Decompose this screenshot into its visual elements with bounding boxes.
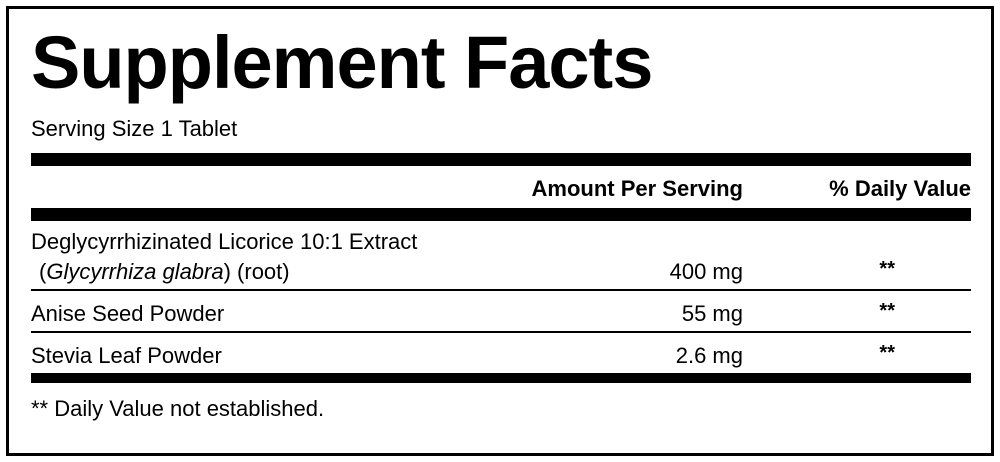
header-percent-daily-value: % Daily Value <box>829 176 971 201</box>
ingredient-name-line1: Anise Seed Powder <box>31 301 225 326</box>
header-amount-per-serving: Amount Per Serving <box>531 176 743 201</box>
ingredient-latin-name: Glycyrrhiza glabra <box>46 259 224 284</box>
paren-close-part: ) (root) <box>223 259 290 284</box>
divider-thick-under-headers <box>31 208 971 221</box>
ingredient-name-line1: Deglycyrrhizinated Licorice 10:1 Extract <box>31 229 418 254</box>
ingredient-amount: 2.6 mg <box>675 343 743 368</box>
divider-thick-bottom <box>31 373 971 383</box>
divider-thick-top <box>31 153 971 166</box>
ingredient-name <box>31 295 481 329</box>
ingredient-amount: 55 mg <box>681 301 743 326</box>
table-row <box>31 333 971 373</box>
ingredient-name-line1: Stevia Leaf Powder <box>31 343 222 368</box>
table-row <box>31 221 971 289</box>
ingredient-daily-value: ** <box>879 342 895 364</box>
ingredient-amount: 400 mg <box>669 259 743 284</box>
ingredient-name-line2 <box>31 257 481 287</box>
ingredient-daily-value: ** <box>879 258 895 280</box>
serving-size-text: Serving Size 1 Tablet <box>31 116 238 141</box>
footnote-text: ** Daily Value not established. <box>31 396 325 421</box>
column-headers-row <box>31 166 971 202</box>
paren-open: ( <box>39 259 47 284</box>
ingredient-daily-value: ** <box>879 300 895 322</box>
label-content <box>31 19 971 423</box>
supplement-facts-panel <box>6 6 994 456</box>
page-title: Supplement Facts <box>31 21 653 104</box>
ingredient-name <box>31 337 481 371</box>
ingredient-name <box>31 221 481 287</box>
table-row <box>31 291 971 331</box>
